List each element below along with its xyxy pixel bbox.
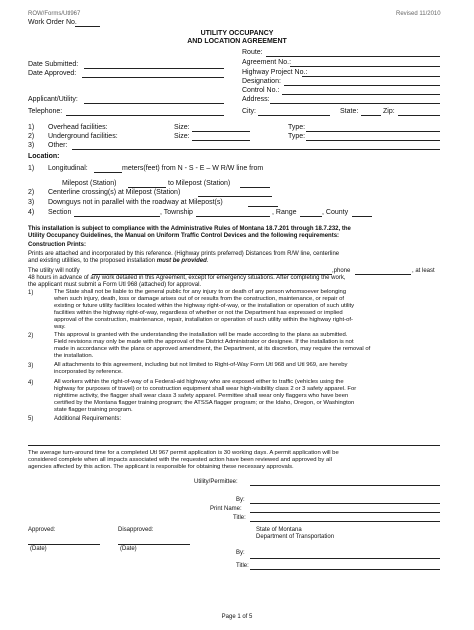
- applicant-utility-field[interactable]: [84, 103, 224, 104]
- location-number-2: 2): [28, 189, 35, 196]
- control-no-field[interactable]: [282, 94, 440, 95]
- overhead-size-field[interactable]: [192, 131, 250, 132]
- longitudinal-distance-field[interactable]: [94, 172, 122, 173]
- route-label: Route:: [242, 49, 263, 56]
- compliance-line1: This installation is subject to compliance with the Administrative Rules of Montana 18.7.201 through 18.7.232, the: [28, 226, 351, 232]
- additional-requirements-label: Additional Requirements:: [54, 416, 122, 422]
- township-label: , Township: [160, 209, 193, 216]
- divider: [28, 445, 440, 446]
- by-label: By:: [236, 497, 245, 503]
- city-label: City:: [242, 108, 256, 115]
- zip-field[interactable]: [398, 115, 440, 116]
- approved-date-label: (Date): [30, 546, 47, 552]
- county-label: , County: [322, 209, 349, 216]
- city-field[interactable]: [258, 115, 330, 116]
- state-of-montana: State of Montana: [256, 527, 302, 533]
- clause-2-text: This approval is granted with the understanding the installation will be made according to the plans as submitted. Field revisions may only be made with the approval of the District Administrator or designee. If the installation is not made in accordance with the plans or approved amendment, the Department, at its discretion, may require the removal of the installation.: [54, 332, 371, 360]
- control-no-label: Control No.:: [242, 87, 280, 94]
- underground-size-label: Size:: [174, 133, 190, 140]
- notify-line2: 48 hours in advance of any work detailed in this Agreement, except for emergency situations. After completing the work,: [28, 275, 346, 281]
- underground-size-field[interactable]: [192, 140, 250, 141]
- title-field[interactable]: [250, 521, 440, 522]
- milepost-from-field[interactable]: [128, 187, 166, 188]
- milepost-to-field[interactable]: [240, 187, 270, 188]
- facility-number-1: 1): [28, 124, 35, 131]
- title2-label: Title:: [236, 563, 249, 569]
- designation-field[interactable]: [284, 85, 440, 86]
- clause-1-text: The State shall not be liable to the general public for any injury to or death of any person whomsoever belonging when such injury, death, loss or damage arises out of or results from the construction, maintenance, or repair of existing or future utility facilities located within the highway right-of-way, or the installation or operation of such utility facilities within the highway right-of-way, regardless of whether or not the Department has expressed or implied approval of the construction, maintenance, repair, installation or operation of such utility within the highway right-of- way.: [54, 289, 355, 331]
- print-name-label: Print Name:: [210, 506, 242, 512]
- milepost-from-label: Milepost (Station): [62, 180, 117, 187]
- range-field[interactable]: [300, 216, 322, 217]
- notify-phone-field[interactable]: [355, 274, 411, 275]
- utility-permittee-label: Utility/Permittee:: [194, 479, 238, 485]
- revised-date: Revised 11/2010: [396, 11, 441, 17]
- clause-number-2: 2): [28, 333, 34, 339]
- facility-number-3: 3): [28, 142, 35, 149]
- downguys-field[interactable]: [248, 206, 278, 207]
- underground-type-label: Type:: [288, 133, 306, 140]
- date-submitted-field[interactable]: [84, 68, 224, 69]
- form-title-line1: UTILITY OCCUPANCY: [200, 30, 274, 37]
- date-approved-label: Date Approved:: [28, 70, 77, 77]
- other-facilities-field[interactable]: [72, 149, 440, 150]
- state-label: State:: [340, 108, 359, 115]
- range-label: , Range: [272, 209, 297, 216]
- clause-number-5: 5): [28, 416, 34, 422]
- overhead-type-field[interactable]: [306, 131, 440, 132]
- milepost-to-label: to Milepost (Station): [168, 180, 231, 187]
- address-field[interactable]: [270, 103, 440, 104]
- address-label: Address:: [242, 96, 270, 103]
- notify-line3: the applicant must submit a Form Utl 968 (attached) for approval.: [28, 282, 202, 288]
- agreement-no-label: Agreement No.:: [242, 59, 292, 66]
- page-number: Page 1 of 5: [221, 614, 253, 620]
- disapproved-date-label: (Date): [120, 546, 137, 552]
- by-signature-field[interactable]: [250, 503, 440, 504]
- location-number-4: 4): [28, 209, 35, 216]
- print-name-field[interactable]: [250, 512, 440, 513]
- form-title-line2: AND LOCATION AGREEMENT: [187, 38, 287, 45]
- facility-number-2: 2): [28, 133, 35, 140]
- clause-number-4: 4): [28, 380, 34, 386]
- title2-field[interactable]: [250, 569, 440, 570]
- disapproved-field[interactable]: [118, 544, 190, 545]
- notify-phone-label: ,phone: [332, 268, 351, 274]
- other-facilities-label: Other:: [48, 142, 68, 149]
- turnaround-text: The average turn-around time for a completed Utl 967 permit application is 30 working days. A permit application will be considered complete when all impacts associated with the requested action have been reviewed and approved by all agencies affected by this action. The applicant is responsible for obtaining these necessary approvals.: [28, 450, 339, 471]
- notify-at-least: , at least: [412, 268, 435, 274]
- approved-label: Approved:: [28, 527, 56, 533]
- county-field[interactable]: [352, 216, 372, 217]
- highway-project-no-label: Highway Project No.:: [242, 69, 308, 76]
- agreement-no-field[interactable]: [290, 66, 440, 67]
- department-of-transportation: Department of Transportation: [256, 534, 335, 540]
- location-number-3: 3): [28, 199, 35, 206]
- longitudinal-meters-text: meters(feet) from N - S - E – W R/W line from: [122, 165, 264, 172]
- overhead-facilities-label: Overhead facilities:: [48, 124, 108, 131]
- construction-prints-line2: and existing utilities, to the proposed installation must be provided.: [28, 258, 209, 264]
- underground-type-field[interactable]: [306, 140, 440, 141]
- centerline-crossing-field[interactable]: [198, 196, 272, 197]
- downguys-label: Downguys not in parallel with the roadway at Milepost(s): [48, 199, 223, 206]
- form-id: ROW/Forms/Utl967: [28, 11, 81, 17]
- clause-number-3: 3): [28, 363, 34, 369]
- construction-prints-line1: Prints are attached and incorporated by this reference. (Highway prints preferred) Distances from R/W line, centerline: [28, 251, 340, 257]
- construction-prints-heading: Construction Prints:: [28, 242, 86, 248]
- route-field[interactable]: [266, 56, 440, 57]
- designation-label: Designation:: [242, 78, 281, 85]
- work-order-label: Work Order No.: [28, 19, 77, 26]
- section-field[interactable]: [74, 216, 160, 217]
- date-submitted-label: Date Submitted:: [28, 61, 79, 68]
- longitudinal-label: Longitudinal:: [48, 165, 88, 172]
- clause-3-text: All attachments to this agreement, including but not limited to Right-of-Way Form Utl 968 and Utl 969, are hereby incorporated by reference.: [54, 362, 348, 376]
- disapproved-label: Disapproved:: [118, 527, 154, 533]
- telephone-label: Telephone:: [28, 108, 63, 115]
- by2-signature-field[interactable]: [250, 558, 440, 559]
- clause-4-text: All workers within the right-of-way of a Federal-aid highway who are exposed either to traffic (vehicles using the highway for purposes of travel) or to construction equipment shall wear high-visibility class 2 or 3 safety apparel. For nighttime activity, the flagger shall wear class 3 safety apparel. Permittee shall wear only flaggers who have been certified by the Montana flagger training program; the ATSSA flagger program; or the Idaho, Oregon, or Washington state flagger training program.: [54, 379, 357, 414]
- location-heading: Location:: [28, 153, 60, 160]
- must-be-provided-emphasis: must be provided: [156, 258, 207, 264]
- centerline-crossing-label: Centerline crossing(s) at Milepost (Station): [48, 189, 181, 196]
- underground-facilities-label: Underground facilities:: [48, 133, 118, 140]
- approved-field[interactable]: [28, 544, 100, 545]
- applicant-utility-label: Applicant/Utility:: [28, 96, 78, 103]
- township-field[interactable]: [196, 216, 270, 217]
- utility-permittee-field[interactable]: [250, 485, 440, 486]
- by2-label: By:: [236, 550, 245, 556]
- title-label: Title:: [233, 515, 246, 521]
- clause-number-1: 1): [28, 290, 34, 296]
- notify-prefix: The utility will notify: [28, 268, 80, 274]
- compliance-line2: Utility Occupancy Guidelines, the Manual on Uniform Traffic Control Devices and the following requirements:: [28, 233, 340, 239]
- overhead-size-label: Size:: [174, 124, 190, 131]
- telephone-field[interactable]: [66, 115, 224, 116]
- zip-label: Zip:: [383, 108, 395, 115]
- overhead-type-label: Type:: [288, 124, 306, 131]
- section-label: Section: [48, 209, 72, 216]
- highway-project-no-field[interactable]: [302, 76, 440, 77]
- work-order-field[interactable]: [75, 26, 100, 27]
- location-number-1: 1): [28, 165, 35, 172]
- state-field[interactable]: [361, 115, 381, 116]
- date-approved-field[interactable]: [82, 77, 224, 78]
